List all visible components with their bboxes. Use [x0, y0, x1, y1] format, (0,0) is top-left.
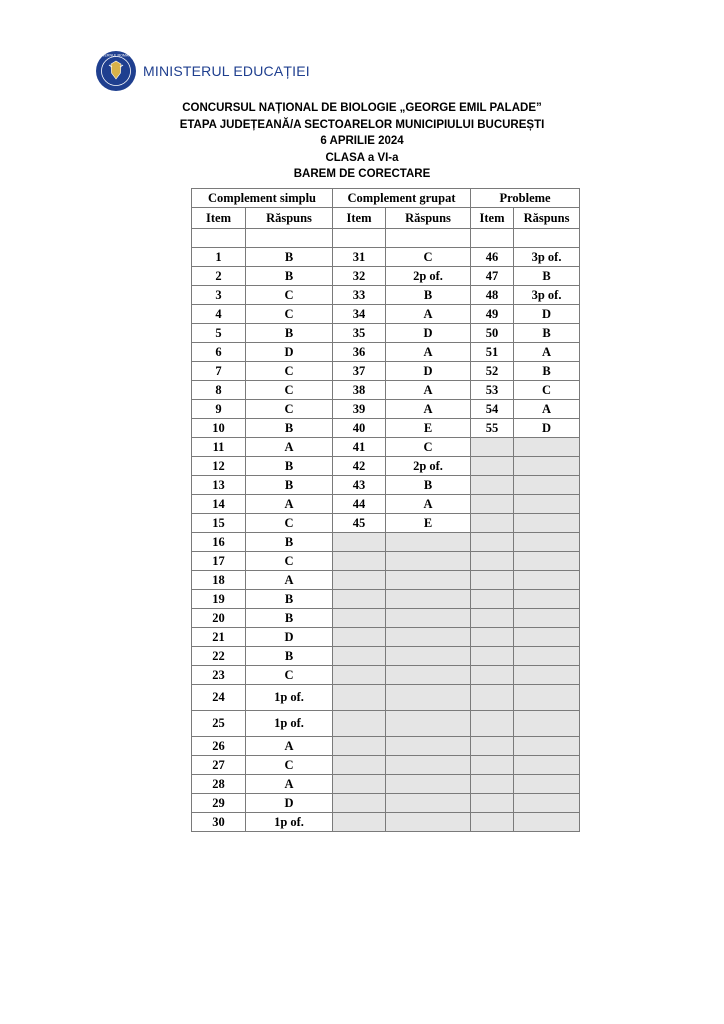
simple-answer-cell: C: [246, 362, 333, 381]
empty-cell: [514, 533, 580, 552]
empty-cell: [514, 438, 580, 457]
answer-row: [192, 381, 580, 400]
simple-item-cell: 15: [192, 514, 246, 533]
empty-cell: [333, 609, 386, 628]
grouped-answer-cell: 2p of.: [386, 457, 471, 476]
empty-cell: [386, 737, 471, 756]
answer-row: [192, 628, 580, 647]
empty-cell: [471, 711, 514, 737]
problem-answer-cell: D: [514, 419, 580, 438]
problem-item-cell: 54: [471, 400, 514, 419]
empty-cell: [333, 533, 386, 552]
grouped-answer-cell: A: [386, 400, 471, 419]
empty-cell: [333, 628, 386, 647]
problem-item-cell: 52: [471, 362, 514, 381]
simple-item-cell: 4: [192, 305, 246, 324]
empty-cell: [386, 533, 471, 552]
empty-cell: [471, 666, 514, 685]
empty-cell: [333, 685, 386, 711]
problem-item-cell: 51: [471, 343, 514, 362]
empty-cell: [471, 737, 514, 756]
problem-item-cell: 48: [471, 286, 514, 305]
grouped-answer-cell: B: [386, 286, 471, 305]
answer-row: [192, 343, 580, 362]
empty-cell: [471, 756, 514, 775]
grouped-answer-cell: A: [386, 495, 471, 514]
simple-item-cell: 21: [192, 628, 246, 647]
empty-cell: [386, 756, 471, 775]
grouped-answer-cell: E: [386, 419, 471, 438]
answer-row: [192, 324, 580, 343]
empty-cell: [386, 685, 471, 711]
empty-cell: [333, 775, 386, 794]
simple-item-cell: 10: [192, 419, 246, 438]
simple-item-cell: 8: [192, 381, 246, 400]
column-header: Item: [471, 208, 514, 229]
empty-cell: [471, 628, 514, 647]
answer-row: [192, 495, 580, 514]
grouped-item-cell: 36: [333, 343, 386, 362]
grouped-answer-cell: C: [386, 438, 471, 457]
empty-cell: [333, 794, 386, 813]
empty-cell: [471, 495, 514, 514]
simple-item-cell: 3: [192, 286, 246, 305]
ministry-name: MINISTERUL EDUCAȚIEI: [143, 63, 310, 79]
simple-item-cell: 5: [192, 324, 246, 343]
answer-row: [192, 305, 580, 324]
grouped-item-cell: 37: [333, 362, 386, 381]
grouped-answer-cell: E: [386, 514, 471, 533]
answer-row: [192, 737, 580, 756]
grouped-item-cell: 43: [333, 476, 386, 495]
grouped-answer-cell: D: [386, 362, 471, 381]
simple-answer-cell: B: [246, 324, 333, 343]
group-header: Complement grupat: [333, 189, 471, 208]
empty-cell: [333, 571, 386, 590]
problem-answer-cell: A: [514, 400, 580, 419]
simple-answer-cell: C: [246, 756, 333, 775]
document-header: [0, 100, 724, 183]
simple-answer-cell: D: [246, 343, 333, 362]
simple-item-cell: 19: [192, 590, 246, 609]
simple-answer-cell: A: [246, 438, 333, 457]
grouped-item-cell: 31: [333, 248, 386, 267]
simple-item-cell: 6: [192, 343, 246, 362]
problem-answer-cell: 3p of.: [514, 248, 580, 267]
simple-answer-cell: B: [246, 457, 333, 476]
empty-cell: [386, 775, 471, 794]
simple-answer-cell: A: [246, 775, 333, 794]
empty-cell: [471, 457, 514, 476]
simple-item-cell: 23: [192, 666, 246, 685]
empty-cell: [471, 609, 514, 628]
simple-answer-cell: C: [246, 305, 333, 324]
empty-cell: [514, 571, 580, 590]
grouped-item-cell: 35: [333, 324, 386, 343]
simple-answer-cell: B: [246, 419, 333, 438]
answer-row: [192, 362, 580, 381]
simple-answer-cell: 1p of.: [246, 711, 333, 737]
simple-answer-cell: D: [246, 794, 333, 813]
empty-cell: [333, 813, 386, 832]
empty-cell: [471, 775, 514, 794]
simple-answer-cell: A: [246, 495, 333, 514]
grouped-item-cell: 42: [333, 457, 386, 476]
empty-cell: [471, 514, 514, 533]
simple-answer-cell: C: [246, 666, 333, 685]
answer-row: [192, 794, 580, 813]
empty-cell: [386, 609, 471, 628]
simple-answer-cell: 1p of.: [246, 685, 333, 711]
empty-cell: [471, 813, 514, 832]
group-header: Complement simplu: [192, 189, 333, 208]
problem-item-cell: 46: [471, 248, 514, 267]
answer-row: [192, 438, 580, 457]
answer-row: [192, 590, 580, 609]
simple-answer-cell: B: [246, 476, 333, 495]
empty-cell: [471, 438, 514, 457]
date: 6 APRILIE 2024: [320, 135, 404, 148]
simple-item-cell: 1: [192, 248, 246, 267]
grouped-answer-cell: D: [386, 324, 471, 343]
simple-answer-cell: B: [246, 647, 333, 666]
grouped-item-cell: 38: [333, 381, 386, 400]
simple-answer-cell: B: [246, 590, 333, 609]
class-level: CLASA a VI-a: [325, 151, 399, 164]
empty-cell: [386, 666, 471, 685]
answer-key-table: [191, 188, 580, 832]
empty-cell: [333, 666, 386, 685]
column-header: Item: [333, 208, 386, 229]
answer-row: [192, 267, 580, 286]
problem-item-cell: 50: [471, 324, 514, 343]
answer-row: [192, 457, 580, 476]
simple-item-cell: 29: [192, 794, 246, 813]
simple-item-cell: 25: [192, 711, 246, 737]
coat-of-arms-seal-icon: [95, 50, 137, 92]
simple-answer-cell: C: [246, 552, 333, 571]
answer-row: [192, 711, 580, 737]
empty-cell: [514, 813, 580, 832]
empty-cell: [514, 590, 580, 609]
simple-item-cell: 16: [192, 533, 246, 552]
simple-answer-cell: A: [246, 737, 333, 756]
group-header-row: [192, 189, 580, 208]
grouped-item-cell: 41: [333, 438, 386, 457]
simple-answer-cell: B: [246, 248, 333, 267]
empty-cell: [514, 476, 580, 495]
simple-item-cell: 20: [192, 609, 246, 628]
problem-answer-cell: C: [514, 381, 580, 400]
problem-answer-cell: B: [514, 362, 580, 381]
grouped-answer-cell: 2p of.: [386, 267, 471, 286]
simple-answer-cell: B: [246, 267, 333, 286]
simple-item-cell: 9: [192, 400, 246, 419]
empty-cell: [514, 609, 580, 628]
empty-cell: [471, 571, 514, 590]
answer-row: [192, 533, 580, 552]
empty-cell: [471, 647, 514, 666]
simple-item-cell: 30: [192, 813, 246, 832]
empty-cell: [471, 685, 514, 711]
empty-cell: [333, 737, 386, 756]
empty-cell: [514, 666, 580, 685]
problem-answer-cell: A: [514, 343, 580, 362]
empty-cell: [514, 457, 580, 476]
column-header: Item: [192, 208, 246, 229]
simple-answer-cell: 1p of.: [246, 813, 333, 832]
grouped-item-cell: 40: [333, 419, 386, 438]
simple-item-cell: 2: [192, 267, 246, 286]
column-header-row: [192, 208, 580, 229]
empty-cell: [386, 590, 471, 609]
problem-item-cell: 53: [471, 381, 514, 400]
problem-item-cell: 55: [471, 419, 514, 438]
answer-row: [192, 609, 580, 628]
answer-row: [192, 248, 580, 267]
empty-cell: [471, 590, 514, 609]
answer-row: [192, 647, 580, 666]
empty-cell: [471, 476, 514, 495]
spacer-row: [192, 229, 580, 248]
empty-cell: [514, 794, 580, 813]
empty-cell: [386, 794, 471, 813]
simple-item-cell: 12: [192, 457, 246, 476]
problem-item-cell: 47: [471, 267, 514, 286]
problem-answer-cell: 3p of.: [514, 286, 580, 305]
empty-cell: [514, 737, 580, 756]
simple-answer-cell: C: [246, 514, 333, 533]
column-header: Răspuns: [246, 208, 333, 229]
grouped-answer-cell: C: [386, 248, 471, 267]
empty-cell: [514, 552, 580, 571]
problem-answer-cell: B: [514, 324, 580, 343]
simple-answer-cell: A: [246, 571, 333, 590]
answer-row: [192, 775, 580, 794]
answer-row: [192, 685, 580, 711]
answer-row: [192, 666, 580, 685]
grouped-answer-cell: B: [386, 476, 471, 495]
simple-answer-cell: C: [246, 286, 333, 305]
empty-cell: [386, 711, 471, 737]
simple-answer-cell: B: [246, 609, 333, 628]
answer-row: [192, 514, 580, 533]
answer-row: [192, 813, 580, 832]
column-header: Răspuns: [514, 208, 580, 229]
barem-title: BAREM DE CORECTARE: [293, 168, 431, 181]
column-header: Răspuns: [386, 208, 471, 229]
simple-item-cell: 7: [192, 362, 246, 381]
empty-cell: [333, 590, 386, 609]
problem-item-cell: 49: [471, 305, 514, 324]
empty-cell: [333, 711, 386, 737]
seal-text: GUVERNUL ROMÂNIEI: [96, 53, 136, 58]
simple-item-cell: 26: [192, 737, 246, 756]
answer-row: [192, 400, 580, 419]
simple-answer-cell: B: [246, 533, 333, 552]
empty-cell: [514, 685, 580, 711]
empty-cell: [386, 571, 471, 590]
simple-item-cell: 24: [192, 685, 246, 711]
simple-item-cell: 27: [192, 756, 246, 775]
empty-cell: [386, 552, 471, 571]
empty-cell: [471, 533, 514, 552]
grouped-answer-cell: A: [386, 343, 471, 362]
grouped-item-cell: 34: [333, 305, 386, 324]
contest-title: CONCURSUL NAȚIONAL DE BIOLOGIE „GEORGE EMIL PALADE”: [182, 102, 542, 114]
grouped-answer-cell: A: [386, 381, 471, 400]
problem-answer-cell: B: [514, 267, 580, 286]
grouped-item-cell: 44: [333, 495, 386, 514]
empty-cell: [514, 647, 580, 666]
empty-cell: [386, 628, 471, 647]
empty-cell: [471, 794, 514, 813]
simple-item-cell: 17: [192, 552, 246, 571]
simple-item-cell: 28: [192, 775, 246, 794]
problem-answer-cell: D: [514, 305, 580, 324]
simple-item-cell: 18: [192, 571, 246, 590]
empty-cell: [471, 552, 514, 571]
answer-row: [192, 552, 580, 571]
empty-cell: [514, 775, 580, 794]
group-header: Probleme: [471, 189, 580, 208]
answer-row: [192, 286, 580, 305]
empty-cell: [514, 711, 580, 737]
empty-cell: [333, 552, 386, 571]
grouped-item-cell: 33: [333, 286, 386, 305]
simple-item-cell: 13: [192, 476, 246, 495]
answer-row: [192, 571, 580, 590]
answer-row: [192, 476, 580, 495]
grouped-item-cell: 45: [333, 514, 386, 533]
simple-answer-cell: C: [246, 400, 333, 419]
stage-title: ETAPA JUDEȚEANĂ/A SECTOARELOR MUNICIPIULUI BUCUREȘTI: [179, 118, 545, 131]
grouped-item-cell: 32: [333, 267, 386, 286]
simple-item-cell: 14: [192, 495, 246, 514]
ministry-logo: [95, 50, 310, 92]
simple-answer-cell: C: [246, 381, 333, 400]
empty-cell: [514, 495, 580, 514]
empty-cell: [386, 647, 471, 666]
empty-cell: [514, 756, 580, 775]
empty-cell: [333, 756, 386, 775]
answer-row: [192, 756, 580, 775]
grouped-answer-cell: A: [386, 305, 471, 324]
simple-item-cell: 11: [192, 438, 246, 457]
simple-answer-cell: D: [246, 628, 333, 647]
answer-row: [192, 419, 580, 438]
empty-cell: [514, 628, 580, 647]
grouped-item-cell: 39: [333, 400, 386, 419]
answer-rows: [192, 229, 580, 832]
empty-cell: [386, 813, 471, 832]
simple-item-cell: 22: [192, 647, 246, 666]
empty-cell: [514, 514, 580, 533]
empty-cell: [333, 647, 386, 666]
